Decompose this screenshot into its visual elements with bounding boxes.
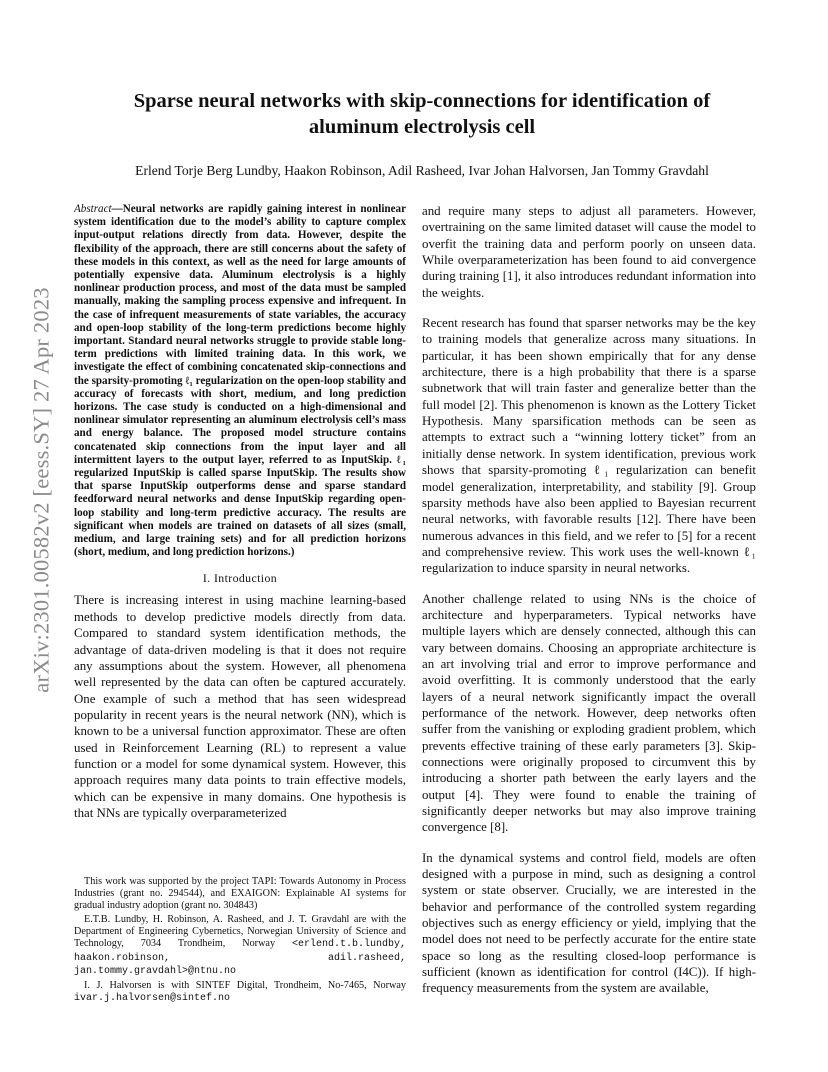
- arxiv-identifier-text: arXiv:2301.00582v2 [eess.SY] 27 Apr 2023: [29, 287, 54, 693]
- footnote-affiliation-text: E.T.B. Lundby, H. Robinson, A. Rasheed, and J. T. Gravdahl are with the Department of Engineering Cybernetics, Norwegian University of Science and Technology, 7034 Trondheim, Norway: [74, 914, 406, 950]
- footnotes: [74, 876, 406, 1007]
- abstract-lead: Abstract: [74, 203, 112, 215]
- footnote-support: This work was supported by the project TAPI: Towards Autonomy in Process Industries (grant no. 294544), and EXAIGON: Explainable AI systems for gradual industry adoption (grant no. 304843): [74, 876, 406, 912]
- title-line-1: Sparse neural networks with skip-connections for identification of: [133, 90, 711, 112]
- footnote-halvorsen: [74, 980, 406, 1005]
- abstract: [74, 203, 406, 559]
- intro-paragraph-1: There is increasing interest in using machine learning-based methods to develop predictive models directly from data. Compared to standard system identification methods, the advantage of data-driven modeling is that it does not require any assumptions about the system. However, all phenomena well represented by the data can often be captured accurately. One example of such a method that has seen widespread popularity in recent years is the neural network (NN), which is known to be a universal function approximator. These are often used in Reinforcement Learning (RL) to represent a value function or a model for some dynamical system. However, this approach requires many data points to train effective models, which can be expensive in many domains. One hypothesis is that NNs are typically overparameterized: [74, 593, 406, 820]
- footnote-affiliation: [74, 914, 406, 977]
- footnote-halvorsen-text: I. J. Halvorsen is with SINTEF Digital, Trondheim, No-7465, Norway: [84, 979, 406, 991]
- right-paragraph-4: In the dynamical systems and control field, models are often designed with a purpose in mind, such as designing a control system or state observer. Crucially, we are interested in the behavior and performance of the controlled system regarding objectives such as energy efficiency or yield, implying that the model does not need to be perfectly accurate for the entire state space so long as the resulting closed-loop performance is sufficient (known as identification for control (I4C)). If high-frequency measurements from the system are available,: [422, 850, 756, 996]
- footnote-emails: <erlend.t.b.lundby, haakon.robinson, adil.rasheed, jan.tommy.gravdahl>@ntnu.no: [74, 939, 407, 977]
- section-heading-introduction: I. Introduction: [202, 571, 278, 586]
- right-column: [422, 203, 756, 1011]
- title-line-2: aluminum electrolysis cell: [308, 116, 536, 138]
- abstract-text: —Neural networks are rapidly gaining interest in nonlinear system identification due to the model’s ability to capture complex input-output relations directly from data. However, despite the flexibility of the approach, there are still concerns about the safety of these models in this context, as well as the need for large amounts of potentially expensive data. Aluminum electrolysis is a highly nonlinear production process, and most of the data must be sampled manually, making the sampling process expensive and infrequent. In the case of infrequent measurements of state variables, the accuracy and open-loop stability of the long-term predictions become highly important. Standard neural networks struggle to provide stable long-term predictions with limited training data. In this work, we investigate the effect of combining concatenated skip-connections and the sparsity-promoting ℓ₁ regularization on the open-loop stability and accuracy of forecasts with short, medium, and long prediction horizons. The case study is conducted on a high-dimensional and nonlinear simulator representing an aluminum electrolysis cell’s mass and energy balance. The proposed model structure contains concatenated skip connections from the input layer and all intermittent layers to the output layer, referred to as InputSkip. ℓ₁ regularized InputSkip is called sparse InputSkip. The results show that sparse InputSkip outperforms dense and sparse standard feedforward neural networks and dense InputSkip regarding open-loop stability and long-term predictive accuracy. The results are significant when models are trained on datasets of all sizes (small, medium, and large training sets) and for all prediction horizons (short, medium, and long prediction horizons.): [74, 203, 406, 559]
- arxiv-identifier: [22, 280, 62, 700]
- right-paragraph-2: Recent research has found that sparser networks may be the key to training models that generalize across many situations. In particular, it has been shown empirically that for any dense architecture, there is a high probability that there is a sparse subnetwork that will train faster and generalize better than the full model [2]. This phenomenon is known as the Lottery Ticket Hypothesis. Many sparsification methods can be seen as attempts to extract such a “winning lottery ticket” from an initially dense network. In system identification, previous work shows that sparsity-promoting ℓ₁ regularization can benefit model generalization, interpretability, and stability [9]. Group sparsity methods have also been applied to Bayesian recurrent neural networks, with favorable results [12]. There have been numerous advances in this field, and we refer to [5] for a recent and comprehensive review. This work uses the well-known ℓ₁ regularization to induce sparsity in neural networks.: [422, 316, 756, 576]
- right-paragraph-1: and require many steps to adjust all parameters. However, overtraining on the same limited dataset will cause the model to overfit the training data and perform poorly on unseen data. While overparameterization has been found to aid convergence during training [1], it also introduces redundant information into the weights.: [422, 204, 756, 300]
- author-list: Erlend Torje Berg Lundby, Haakon Robinson, Adil Rasheed, Ivar Johan Halvorsen, Jan Tommy Gravdahl: [135, 163, 709, 178]
- right-paragraph-3: Another challenge related to using NNs is the choice of architecture and hyperparameters. Typical networks have multiple layers which are densely connected, although this can vary between domains. Choosing an appropriate architecture is an art involving trial and error to improve performance and avoid overfitting. It is commonly understood that the early layers of a neural network significantly impact the overall performance of the network. However, deep networks often suffer from the vanishing or exploding gradient problem, which prevents effective training of these early parameters [3]. Skip-connections were originally proposed to circumvent this by introducing a shorter path between the early layers and the output [4]. They were found to enable the training of significantly deeper networks but may also improve training convergence [8].: [422, 591, 756, 835]
- left-column: [74, 203, 406, 835]
- footnote-halvorsen-email: ivar.j.halvorsen@sintef.no: [74, 992, 231, 1004]
- paper-title: [70, 88, 774, 140]
